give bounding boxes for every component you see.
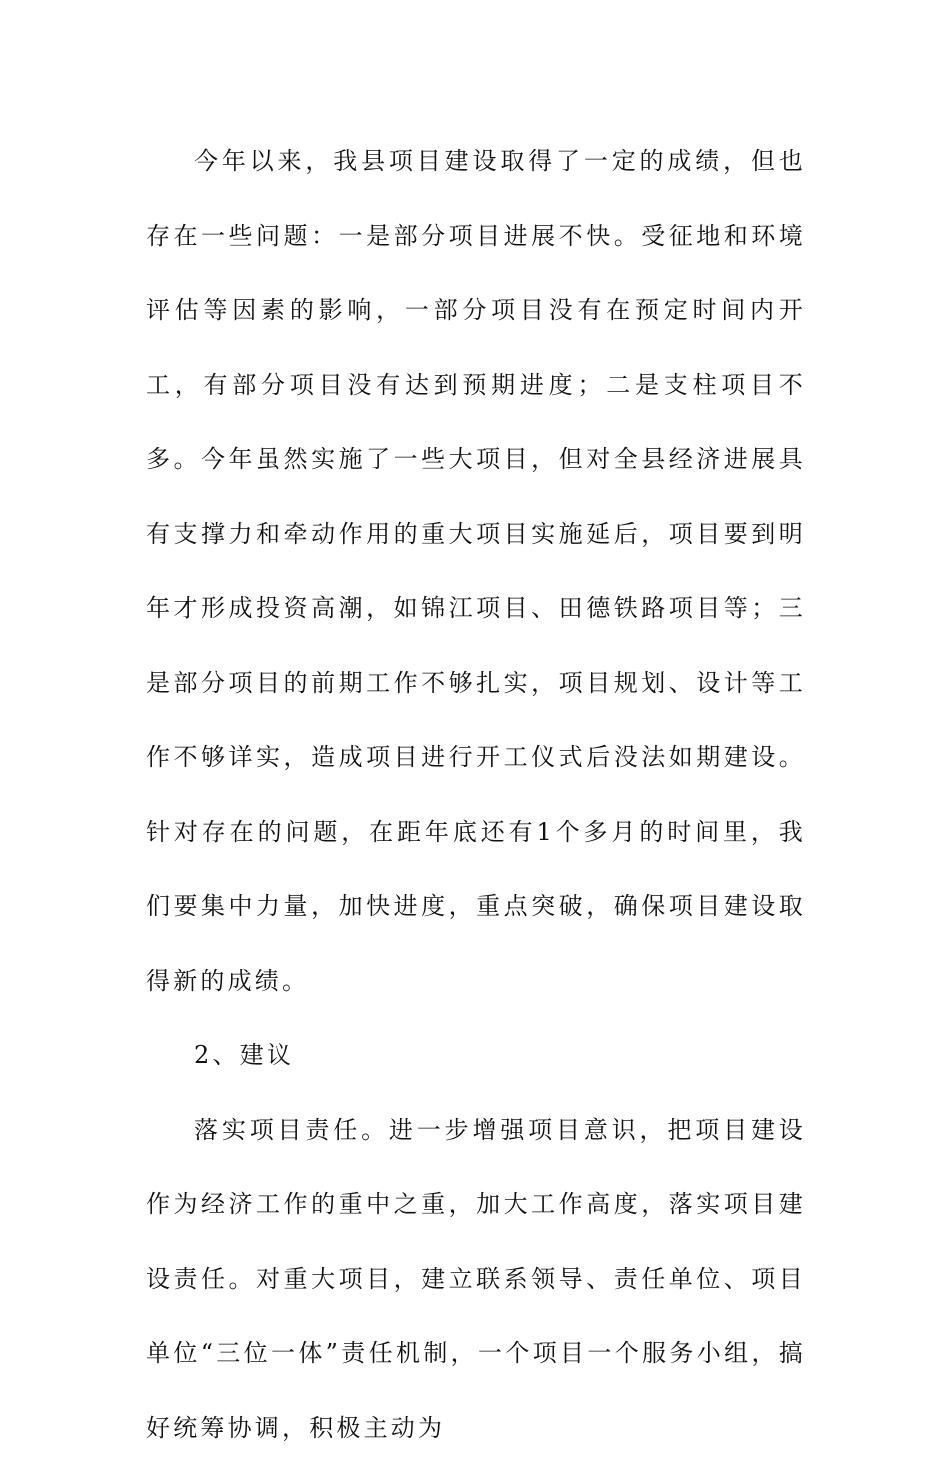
body-paragraph-2: 落实项目责任。进一步增强项目意识，把项目建设作为经济工作的重中之重，加大工作高度，落实项目建设责任。对重大项目，建立联系领导、责任单位、项目单位“三位一体”责任机制，一个项目一个服务小组，搞好统筹协调，积极主动为 <box>146 1093 806 1465</box>
document-body <box>146 124 806 1465</box>
body-paragraph-1: 今年以来，我县项目建设取得了一定的成绩，但也存在一些问题：一是部分项目进展不快。受征地和环境评估等因素的影响，一部分项目没有在预定时间内开工，有部分项目没有达到预期进度；二是支柱项目不多。今年虽然实施了一些大项目，但对全县经济进展具有支撑力和牵动作用的重大项目实施延后，项目要到明年才形成投资高潮，如锦江项目、田德铁路项目等；三是部分项目的前期工作不够扎实，项目规划、设计等工作不够详实，造成项目进行开工仪式后没法如期建设。针对存在的问题，在距年底还有1个多月的时间里，我们要集中力量，加快进度，重点突破，确保项目建设取得新的成绩。 <box>146 124 806 1018</box>
section-heading: 2、建议 <box>146 1018 806 1093</box>
